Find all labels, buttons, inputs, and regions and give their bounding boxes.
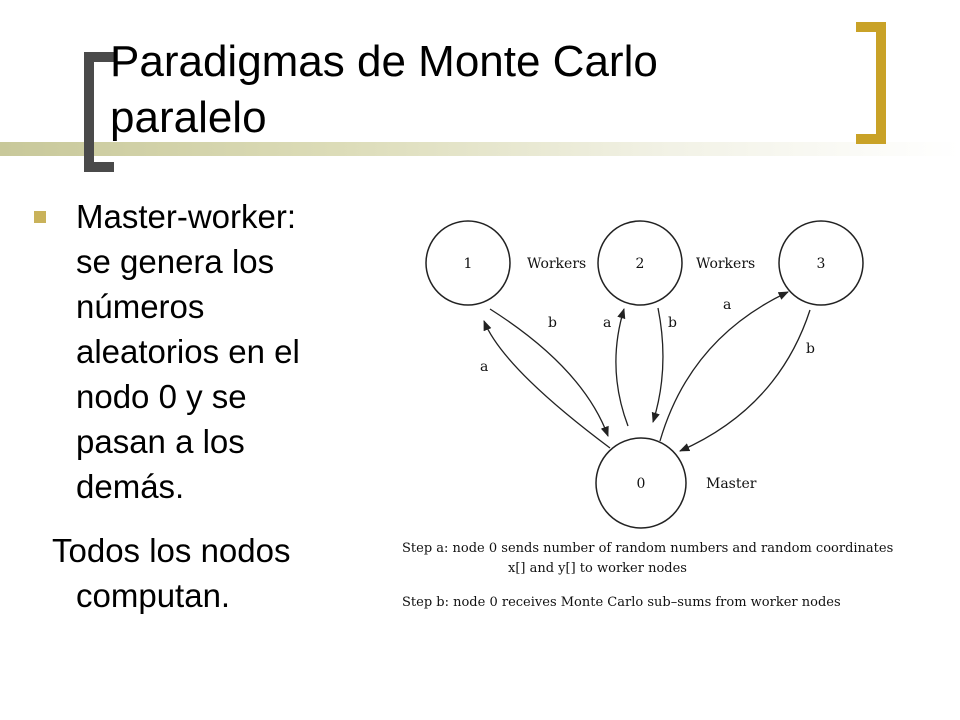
edge-label-2-a: a [603, 315, 612, 331]
bullet-line: demás. [76, 468, 185, 505]
edge-master-to-1-a [484, 321, 610, 448]
note-text [52, 528, 372, 618]
edge-label-1-b: b [548, 315, 557, 331]
right-bracket-top [856, 22, 886, 32]
edge-label-3-a: a [723, 297, 732, 313]
worker-node-1-label: 1 [463, 256, 473, 272]
diagram-svg [398, 208, 938, 623]
left-bracket-bottom [84, 162, 114, 172]
master-label: Master [706, 476, 757, 492]
title-line-1: Paradigmas de Monte Carlo [110, 37, 658, 86]
note-line-2: computan. [76, 577, 231, 614]
edge-master-to-2-a [616, 309, 628, 426]
edge-label-2-b: b [668, 315, 677, 331]
left-bracket [84, 52, 94, 172]
edge-label-1-a: a [480, 359, 489, 375]
edge-label-3-b: b [806, 341, 815, 357]
note-line-1: Todos los nodos [52, 532, 291, 569]
bullet-square-icon [34, 211, 46, 223]
bullet-line: Master-worker: [76, 198, 297, 235]
edge-master-to-3-a [660, 292, 788, 441]
master-worker-diagram [398, 208, 938, 623]
bullet-line: números [76, 288, 205, 325]
title-line-2: paralelo [110, 93, 267, 142]
slide-title [110, 34, 850, 146]
master-node-0-label: 0 [636, 476, 646, 492]
bullet-line: pasan a los [76, 423, 245, 460]
workers-label-left: Workers [527, 256, 587, 272]
right-bracket-bottom [856, 134, 886, 144]
worker-node-3-label: 3 [816, 256, 826, 272]
step-a-caption-line-1: Step a: node 0 sends number of random numbers and random coordinates [402, 541, 894, 556]
step-b-caption: Step b: node 0 receives Monte Carlo sub–sums from worker nodes [402, 595, 841, 610]
workers-label-right: Workers [696, 256, 756, 272]
worker-node-2-label: 2 [635, 256, 645, 272]
bullet-line: aleatorios en el [76, 333, 300, 370]
edge-2-to-master-b [653, 308, 663, 422]
step-a-caption-line-2: x[] and y[] to worker nodes [508, 561, 687, 576]
right-bracket [876, 22, 886, 144]
edge-3-to-master-b [680, 310, 810, 451]
bullet-line: nodo 0 y se [76, 378, 247, 415]
bullet-line: se genera los [76, 243, 275, 280]
bullet-text [76, 194, 376, 509]
